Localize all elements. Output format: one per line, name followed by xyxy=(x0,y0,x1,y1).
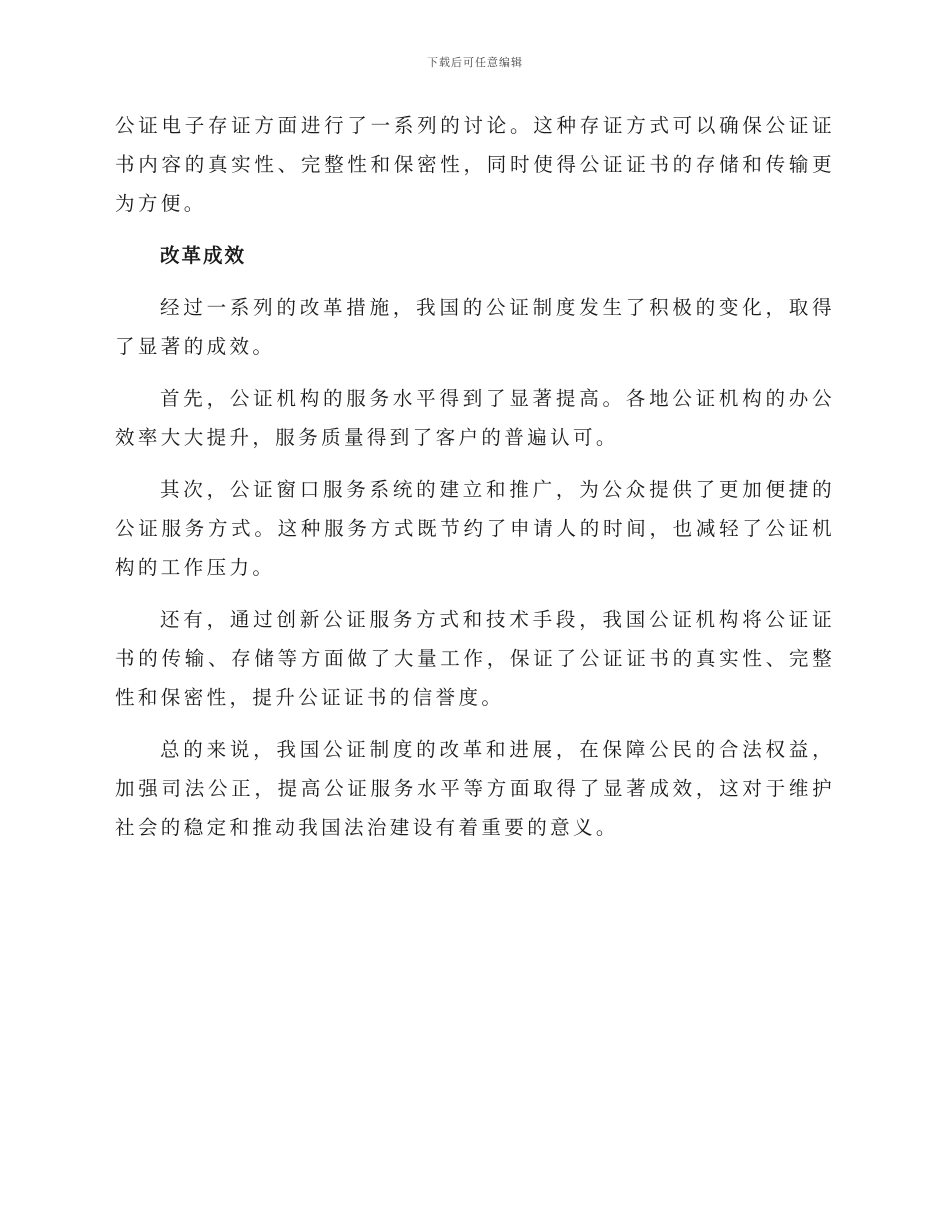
paragraph-third-point: 还有，通过创新公证服务方式和技术手段，我国公证机构将公证证书的传输、存储等方面做了大量工作，保证了公证证书的真实性、完整性和保密性，提升公证证书的信誉度。 xyxy=(115,608,835,709)
paragraph-conclusion: 总的来说，我国公证制度的改革和进展，在保障公民的合法权益，加强司法公正，提高公证服务水平等方面取得了显著成效，这对于维护社会的稳定和推动我国法治建设有着重要的意义。 xyxy=(115,738,835,839)
paragraph-second-point: 其次，公证窗口服务系统的建立和推广，为公众提供了更加便捷的公证服务方式。这种服务方式既节约了申请人的时间，也减轻了公证机构的工作压力。 xyxy=(115,478,835,579)
document-body xyxy=(115,106,835,860)
page-header: 下载后可任意编辑 xyxy=(427,56,523,69)
paragraph-results-summary: 经过一系列的改革措施，我国的公证制度发生了积极的变化，取得了显著的成效。 xyxy=(115,296,835,358)
paragraph-first-point: 首先，公证机构的服务水平得到了显著提高。各地公证机构的办公效率大大提升，服务质量得到了客户的普遍认可。 xyxy=(115,387,835,449)
intro-paragraph: 公证电子存证方面进行了一系列的讨论。这种存证方式可以确保公证证书内容的真实性、完整性和保密性，同时使得公证证书的存储和传输更为方便。 xyxy=(115,114,835,215)
section-heading: 改革成效 xyxy=(160,244,247,267)
